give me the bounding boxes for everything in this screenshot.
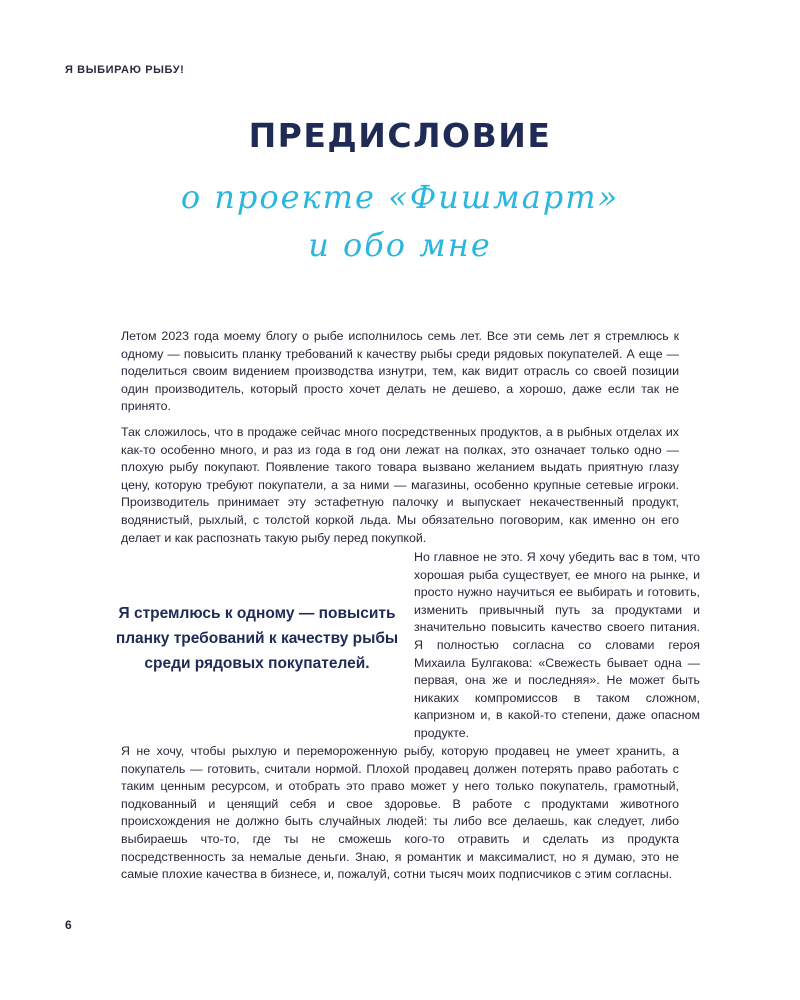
paragraph-3: Но главное не это. Я хочу убедить вас в том, что хорошая рыба существует, ее много на рынке, и просто нужно научиться ее выбирать и готовить, изменить привычный путь за продуктами и значительно повысить качество своего питания. Я полностью согласна со словами героя Михаила Булгакова: «Свежесть бывает одна — первая, она же и последняя». Не может быть никаких компромиссов в таком сложном, капризном и, в какой-то степени, даже опасном продукте. [414,550,700,740]
subtitle-line-1: о проекте «Фишмарт» [180,178,620,216]
subtitle-line-2: и обо мне [308,226,492,264]
page-title: ПРЕДИСЛОВИЕ [248,116,552,155]
paragraph-4: Я не хочу, чтобы рыхлую и перемороженную рыбу, которую продавец не умеет хранить, а покупатель — готовить, считали нормой. Плохой продавец должен потерять право работать с таким ценным ресурсом, и отобрать это право может у него только покупатель, грамотный, подкованный и ценящий себя и свое здоровье. В работе с продуктами животного происхождения не должно быть случайных людей: ты либо все делаешь, как следует, либо выбираешь что-то, где ты не сможешь кого-то отравить и сделать из продукта посредственность за немалые деньги. Знаю, я романтик и максималист, но я думаю, это не самые плохие качества в бизнесе, и, пожалуй, сотни тысяч моих подписчиков с этим согласны. [121,744,679,882]
paragraph-1: Летом 2023 года моему блогу о рыбе исполнилось семь лет. Все эти семь лет я стремлюсь к одному — повысить планку требований к качеству рыбы среди рядовых покупателей. А еще — поделиться своим видением производства изнутри, тем, как видит отрасль со своей позиции один производитель, который просто хочет делать не дешево, а хорошо, даже если так не принято. [121,329,679,414]
paragraph-2: Так сложилось, что в продаже сейчас много посредственных продуктов, а в рыбных отделах их как-то особенно много, и раз из года в год они лежат на полках, это означает только одно — плохую рыбу покупают. Появление такого товара вызвано желанием выдать приятную глазу цену, которую требуют покупатели, а за ними — магазины, особенно крупные сетевые игроки. Производитель принимает эту эстафетную палочку и выпускает некачественный продукт, водянистый, рыхлый, с толстой коркой льда. Мы обязательно поговорим, как именно он его делает и как распознать такую рыбу перед покупкой. [121,425,679,545]
pull-quote: Я стремлюсь к одному — повысить планку требований к качеству рыбы среди рядовых покупателей. [115,605,399,672]
running-head: Я ВЫБИРАЮ РЫБУ! [65,64,185,76]
page-number: 6 [65,918,72,932]
